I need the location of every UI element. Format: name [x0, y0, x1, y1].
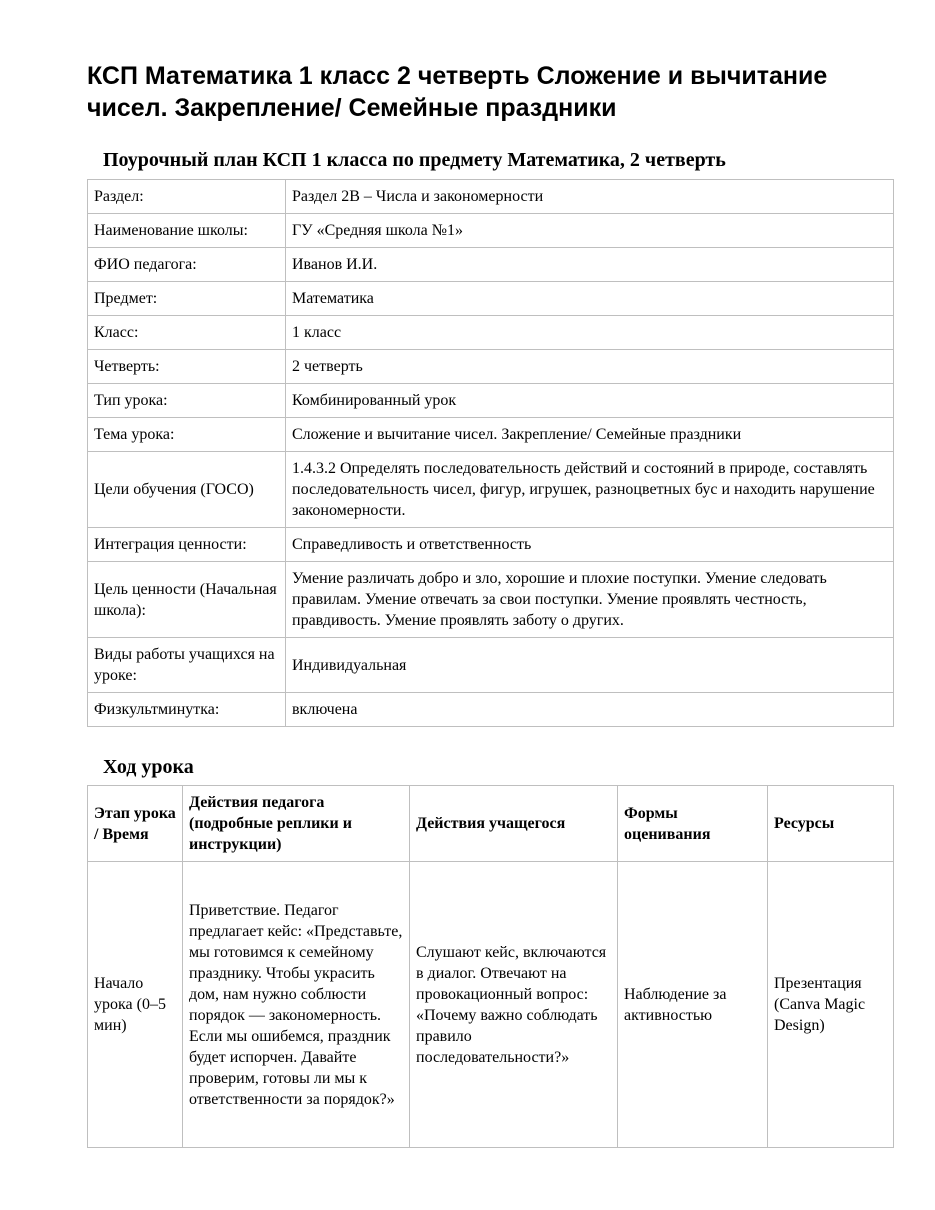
row-value: Раздел 2В – Числа и закономерности [286, 180, 894, 214]
table-header-row [88, 786, 894, 862]
stage-cell: Начало урока (0–5 мин) [88, 862, 183, 1148]
row-value: Математика [286, 282, 894, 316]
table-row [88, 248, 894, 282]
table-row [88, 384, 894, 418]
lesson-flow-table [87, 785, 894, 1148]
column-header-assessment: Формы оценивания [618, 786, 768, 862]
row-label: Цели обучения (ГОСО) [88, 452, 286, 528]
row-value: включена [286, 693, 894, 727]
row-label: ФИО педагога: [88, 248, 286, 282]
lesson-info-table [87, 179, 894, 727]
row-label: Предмет: [88, 282, 286, 316]
row-value: ГУ «Средняя школа №1» [286, 214, 894, 248]
table-row [88, 528, 894, 562]
lesson-flow-heading: Ход урока [103, 756, 194, 778]
table-row [88, 693, 894, 727]
table-row [88, 350, 894, 384]
row-value: Комбинированный урок [286, 384, 894, 418]
assessment-cell: Наблюдение за активностью [618, 862, 768, 1148]
row-label: Четверть: [88, 350, 286, 384]
row-label: Физкультминутка: [88, 693, 286, 727]
row-value: Сложение и вычитание чисел. Закрепление/ Семейные праздники [286, 418, 894, 452]
row-value: Иванов И.И. [286, 248, 894, 282]
table-row [88, 562, 894, 638]
table-row [88, 316, 894, 350]
table-row [88, 638, 894, 693]
row-label: Класс: [88, 316, 286, 350]
row-label: Виды работы учащихся на уроке: [88, 638, 286, 693]
row-label: Тема урока: [88, 418, 286, 452]
table-row [88, 862, 894, 1148]
row-label: Тип урока: [88, 384, 286, 418]
row-value: 2 четверть [286, 350, 894, 384]
row-value: Справедливость и ответственность [286, 528, 894, 562]
student-actions-cell: Слушают кейс, включаются в диалог. Отвечают на провокационный вопрос: «Почему важно соблюдать правило последовательности?» [410, 862, 618, 1148]
row-value: 1 класс [286, 316, 894, 350]
plan-heading: Поурочный план КСП 1 класса по предмету Математика, 2 четверть [103, 149, 726, 171]
resources-cell: Презентация (Canva Magic Design) [768, 862, 894, 1148]
column-header-resources: Ресурсы [768, 786, 894, 862]
column-header-teacher: Действия педагога (подробные реплики и инструкции) [183, 786, 410, 862]
table-row [88, 282, 894, 316]
row-value: 1.4.3.2 Определять последовательность действий и состояний в природе, составлять последовательность чисел, фигур, игрушек, разноцветных бус и находить нарушение закономерности. [286, 452, 894, 528]
row-label: Интеграция ценности: [88, 528, 286, 562]
table-row [88, 180, 894, 214]
row-label: Цель ценности (Начальная школа): [88, 562, 286, 638]
row-label: Раздел: [88, 180, 286, 214]
row-label: Наименование школы: [88, 214, 286, 248]
table-row [88, 214, 894, 248]
column-header-stage: Этап урока / Время [88, 786, 183, 862]
table-row [88, 452, 894, 528]
row-value: Индивидуальная [286, 638, 894, 693]
document-title: КСП Математика 1 класс 2 четверть Сложение и вычитание чисел. Закрепление/ Семейные праздники [87, 62, 828, 122]
column-header-student: Действия учащегося [410, 786, 618, 862]
teacher-actions-cell: Приветствие. Педагог предлагает кейс: «Представьте, мы готовимся к семейному празднику. Чтобы украсить дом, нам нужно соблюсти порядок — закономерность. Если мы ошибемся, праздник будет испорчен. Давайте проверим, готовы ли мы к ответственности за порядок?» [183, 862, 410, 1148]
table-row [88, 418, 894, 452]
row-value: Умение различать добро и зло, хорошие и плохие поступки. Умение следовать правилам. Умение отвечать за свои поступки. Умение проявлять честность, правдивость. Умение проявлять заботу о других. [286, 562, 894, 638]
